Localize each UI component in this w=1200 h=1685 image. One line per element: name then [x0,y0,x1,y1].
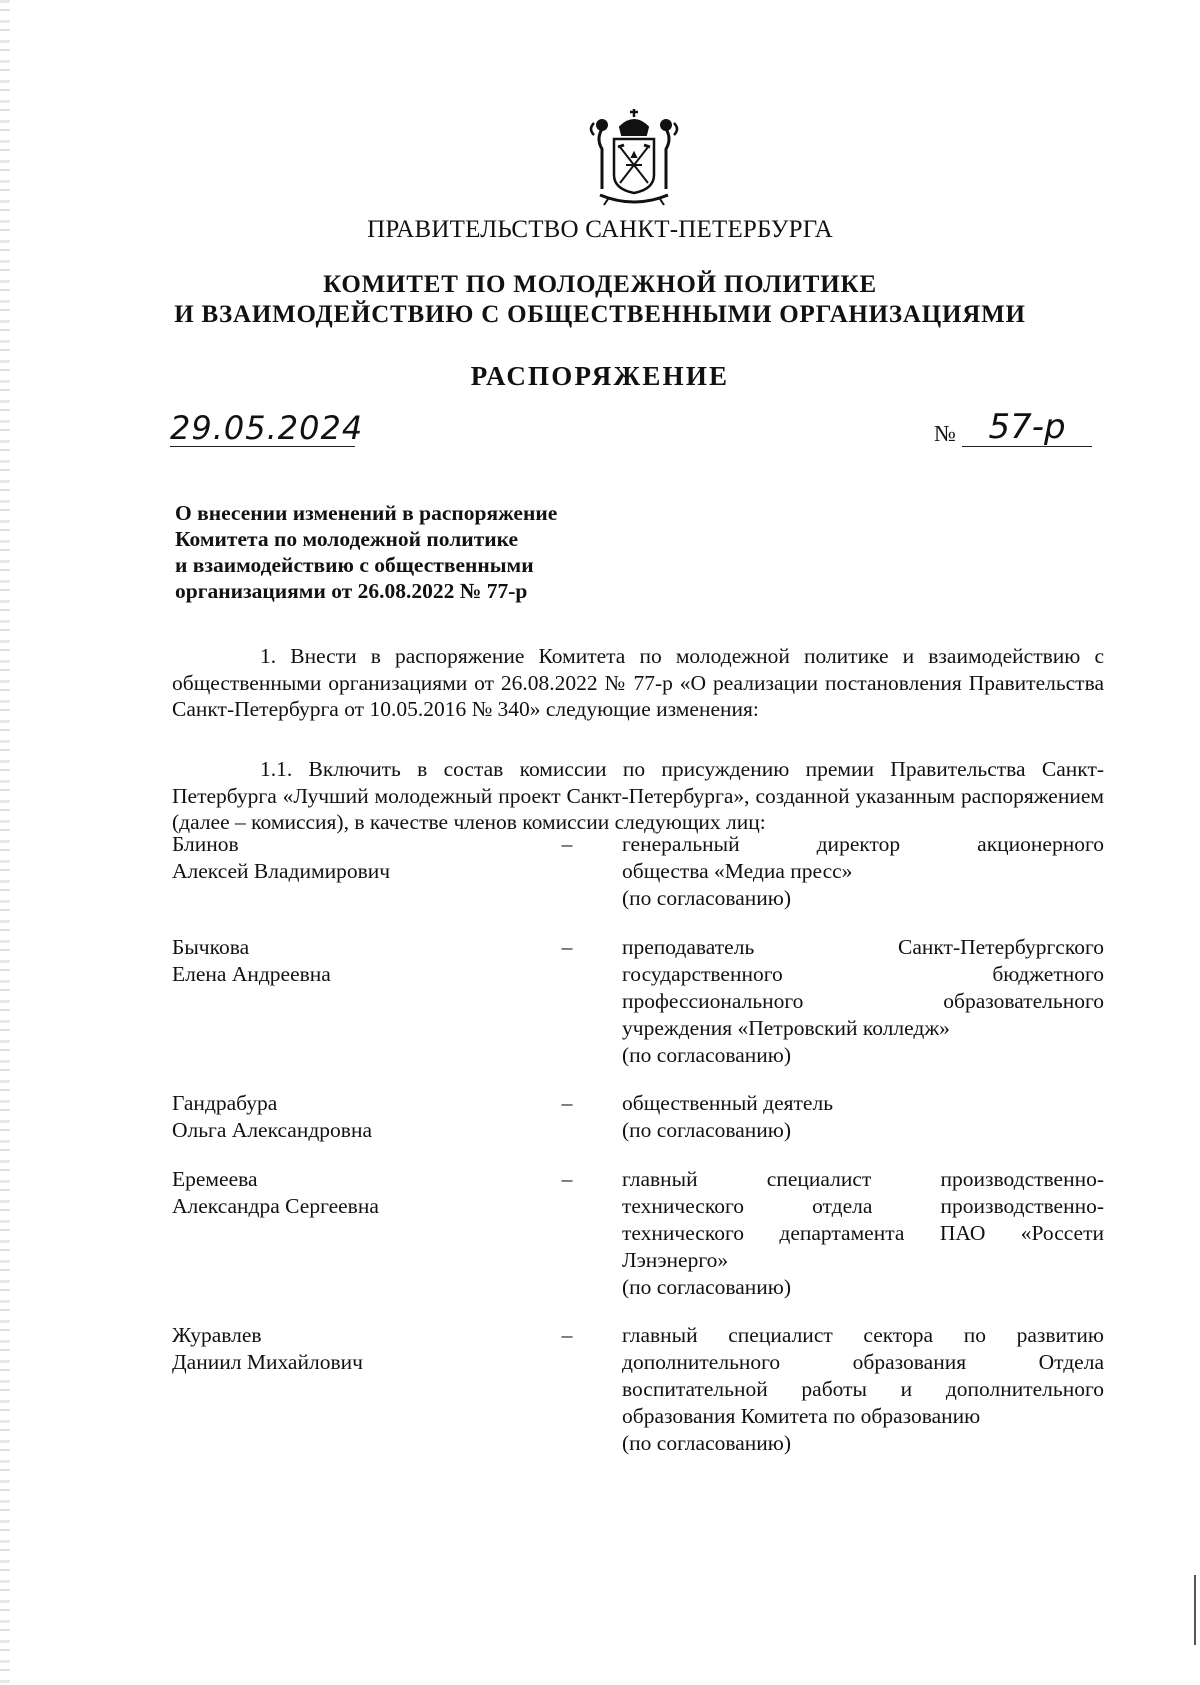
member-position-line: генеральный директор акционерного [622,832,1104,856]
member-position-line: (по согласованию) [622,886,792,910]
member-dash: – [561,1091,573,1115]
subject-line: и взаимодействию с общественными [175,553,534,577]
number-label: № [934,421,956,446]
member-name [172,934,552,988]
member-position-line: технического отдела производственно- [622,1194,1104,1218]
member-name [172,1166,552,1220]
member-position-line: (по согласованию) [622,1043,792,1067]
committee-name [0,270,1200,330]
member-given-names: Даниил Михайлович [172,1350,363,1374]
member-surname: Гандрабура [172,1091,278,1115]
member-position-line: Лэнэнерго» [622,1248,729,1272]
member-position [622,831,1104,912]
member-position-line: (по согласованию) [622,1275,792,1299]
member-position-line: (по согласованию) [622,1118,792,1142]
member-given-names: Александра Сергеевна [172,1194,379,1218]
member-position-line: учреждения «Петровский колледж» [622,1016,950,1040]
document-number: 57-р [962,408,1092,447]
member-given-names: Алексей Владимирович [172,859,391,883]
member-given-names: Елена Андреевна [172,962,331,986]
member-name [172,1090,552,1144]
committee-name-line2: И ВЗАИМОДЕЙСТВИЮ С ОБЩЕСТВЕННЫМИ ОРГАНИЗАЦИЯМИ [174,301,1026,328]
member-position-line: государственного бюджетного [622,962,1104,986]
member-surname: Бычкова [172,935,250,959]
subject-line: О внесении изменений в распоряжение [175,501,558,525]
member-name [172,1322,552,1376]
subject-line: организациями от 26.08.2022 № 77-р [175,579,528,603]
paragraph-1-1 [172,756,1104,836]
member-surname: Блинов [172,832,239,856]
member-position-line: (по согласованию) [622,1431,792,1455]
government-name: ПРАВИТЕЛЬСТВО САНКТ-ПЕТЕРБУРГА [367,216,833,243]
member-position [622,1322,1104,1457]
member-dash: – [561,1323,573,1347]
scan-margin-mark [1194,1575,1196,1645]
paragraph-1 [172,643,1104,723]
subject-line: Комитета по молодежной политике [175,527,519,551]
paragraph-1-text: 1. Внести в распоряжение Комитета по молодежной политике и взаимодействию с общественными организациями от 26.08.2022 № 77-р «О реализации постановления Правительства Санкт-Петербурга от 10.05.2016 № 340» следующие изменения: [172,644,1104,721]
document-subject [175,500,645,604]
member-position-line: главный специалист сектора по развитию [622,1323,1104,1347]
member-surname: Журавлев [172,1323,262,1347]
document-date: 29.05.2024 [170,409,364,447]
member-position-line: образования Комитета по образованию [622,1404,981,1428]
scan-edge-artifact [0,0,10,1685]
member-position-line: профессионального образовательного [622,989,1104,1013]
member-position-line: общества «Медиа пресс» [622,859,853,883]
paragraph-1-1-text: 1.1. Включить в состав комиссии по присуждению премии Правительства Санкт-Петербурга «Лучший молодежный проект Санкт-Петербурга», созданной указанным распоряжением (далее – комиссия), в качестве членов комиссии следующих лиц: [172,757,1104,834]
member-name [172,831,552,885]
member-position [622,1090,1104,1144]
committee-name-line1: КОМИТЕТ ПО МОЛОДЕЖНОЙ ПОЛИТИКЕ [323,271,877,298]
member-dash: – [561,935,573,959]
saint-petersburg-coat-of-arms-icon [580,105,688,210]
member-position-line: общественный деятель [622,1091,834,1115]
member-surname: Еремеева [172,1167,258,1191]
member-position-line: преподаватель Санкт-Петербургского [622,935,1104,959]
member-position-line: воспитательной работы и дополнительного [622,1377,1104,1401]
member-given-names: Ольга Александровна [172,1118,372,1142]
member-position-line: главный специалист производственно- [622,1167,1104,1191]
member-dash: – [561,1167,573,1191]
member-position-line: технического департамента ПАО «Россети [622,1221,1104,1245]
member-position [622,1166,1104,1301]
member-dash: – [561,832,573,856]
member-position-line: дополнительного образования Отдела [622,1350,1104,1374]
member-position [622,934,1104,1069]
document-type-title: РАСПОРЯЖЕНИЕ [470,361,730,391]
